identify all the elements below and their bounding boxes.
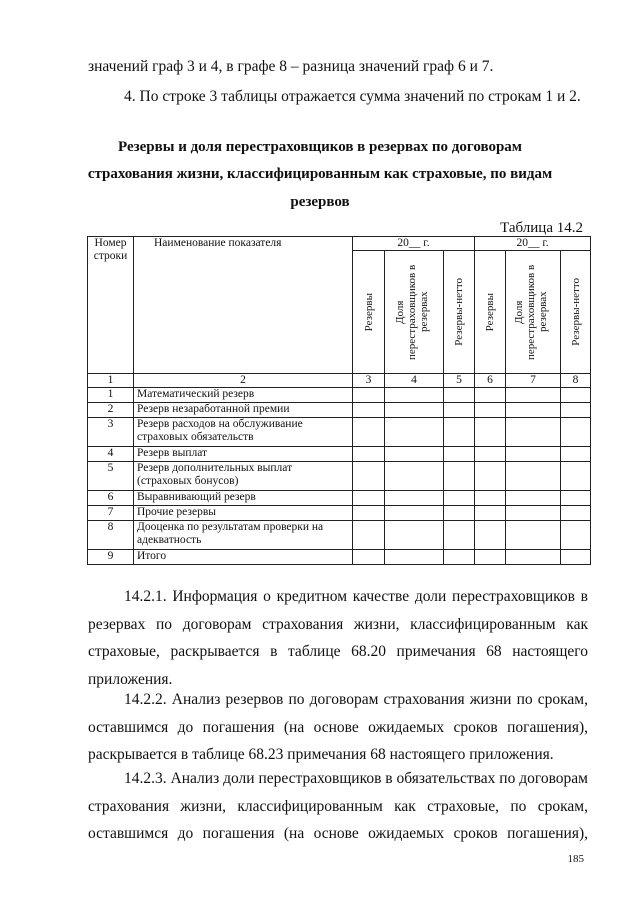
header-row-number: Номер строки [88, 237, 134, 374]
reserves-table [87, 236, 591, 565]
table-row: 1 Математический резерв [88, 388, 591, 403]
table-row: 4 Резерв выплат [88, 447, 591, 462]
header-indicator-name: Наименование показателя [134, 237, 353, 374]
intro-line-1: значений граф 3 и 4, в графе 8 – разница значений граф 6 и 7. [88, 58, 494, 75]
subheader-reinsurer-share-2: Доля перестраховщиков в резервах [506, 251, 561, 374]
paragraph-14-2-3: 14.2.3. Анализ доли перестраховщиков в обязательствах по договорам страхования жизни, классифицированным как страховые, по срокам, оставшимся до погашения (на основе ожидаемых сроков погашения), [88, 770, 588, 842]
header-year-2: 20__ г. [475, 237, 591, 251]
table-label: Таблица 14.2 [500, 220, 583, 236]
table-row: 8 Дооценка по результатам проверки на адекватность [88, 521, 591, 550]
page-number: 185 [567, 853, 584, 865]
table-row: 3 Резерв расходов на обслуживание страховых обязательств [88, 418, 591, 447]
table-row: 9 Итого [88, 550, 591, 565]
table-row: 6 Выравнивающий резерв [88, 491, 591, 506]
section-title-line-2: страхования жизни, классифицированным как страховые, по видам [87, 166, 553, 182]
subheader-net-reserves-2: Резервы-нетто [561, 251, 591, 374]
table-row: 2 Резерв незаработанной премии [88, 403, 591, 418]
section-title-line-3: резервов [290, 194, 350, 210]
subheader-reinsurer-share-1: Доля перестраховщиков в резервах [385, 251, 444, 374]
subheader-net-reserves-1: Резервы-нетто [444, 251, 475, 374]
table-row: 7 Прочие резервы [88, 506, 591, 521]
section-title-line-1: Резервы и доля перестраховщиков в резервах по договорам [117, 139, 523, 155]
column-numbers-row: 1 2 3 4 5 6 7 8 [88, 374, 591, 388]
header-year-1: 20__ г. [353, 237, 475, 251]
intro-line-2: 4. По строке 3 таблицы отражается сумма значений по строкам 1 и 2. [124, 88, 581, 105]
table-row: 5 Резерв дополнительных выплат (страховых бонусов) [88, 462, 591, 491]
paragraph-14-2-2: 14.2.2. Анализ резервов по договорам страхования жизни по срокам, оставшимся до погашения (на основе ожидаемых сроков погашения), раскрывается в таблице 68.23 примечания 68 настоящего приложения. [88, 691, 588, 763]
paragraph-14-2-1: 14.2.1. Информация о кредитном качестве доли перестраховщиков в резервах по договорам страхования жизни, классифицированным как страховые, раскрывается в таблице 68.20 примечания 68 настоящего приложения. [88, 588, 588, 688]
subheader-reserves-2: Резервы [475, 251, 506, 374]
subheader-reserves-1: Резервы [353, 251, 385, 374]
